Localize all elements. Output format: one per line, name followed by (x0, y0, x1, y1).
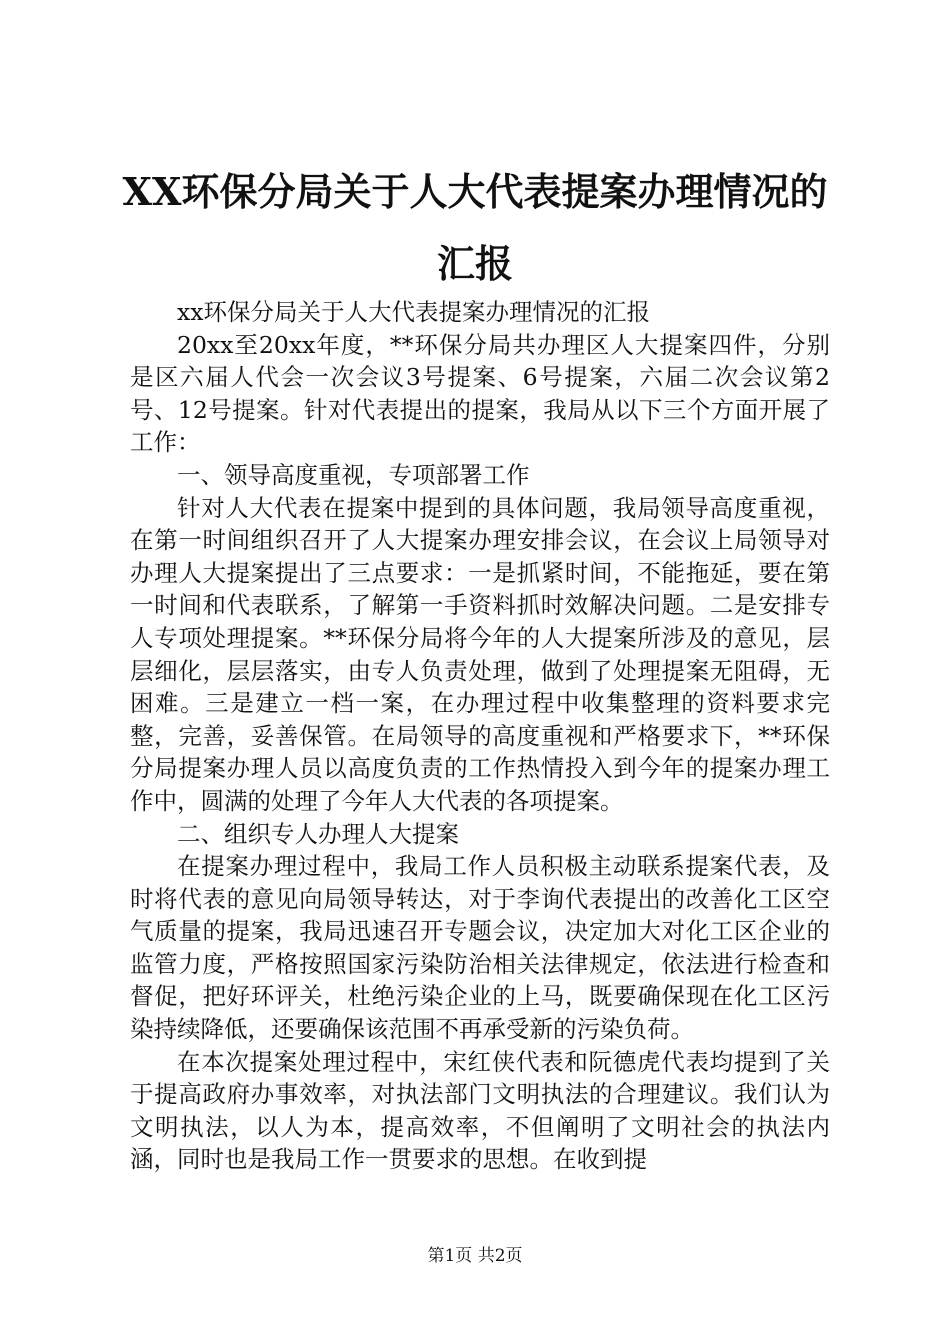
page-indicator: 第1页 共2页 (427, 1246, 523, 1266)
document-title: XX环保分局关于人大代表提案办理情况的汇报 (122, 169, 828, 286)
page-footer (0, 1244, 950, 1268)
paragraph-subtitle: xx环保分局关于人大代表提案办理情况的汇报 (177, 298, 651, 326)
section-heading-1: 一、领导高度重视，专项部署工作 (177, 460, 530, 489)
paragraph-section-1: 针对人大代表在提案中提到的具体问题，我局领导高度重视，在第一时间组织召开了人大提案办理安排会议，在会议上局领导对办理人大提案提出了三点要求：一是抓紧时间，不能拖延，要在第一时间和代表联系，了解第一手资料抓时效解决问题。二是安排专人专项处理提案。**环保分局将今年的人大提案所涉及的意见，层层细化，层层落实，由专人负责处理，做到了处理提案无阻碍，无困难。三是建立一档一案，在办理过程中收集整理的资料要求完整，完善，妥善保管。在局领导的高度重视和严格要求下，**环保分局提案办理人员以高度负责的工作热情投入到今年的提案办理工作中，圆满的处理了今年人大代表的各项提案。 (130, 493, 830, 815)
paragraph-intro: 20xx至20xx年度，**环保分局共办理区人大提案四件，分别是区六届人代会一次会议3号提案、6号提案，六届二次会议第2号、12号提案。针对代表提出的提案，我局从以下三个方面开展了工作： (130, 330, 830, 457)
section-heading-2: 二、组织专人办理人大提案 (177, 819, 459, 848)
paragraph-section-2a: 在提案办理过程中，我局工作人员积极主动联系提案代表，及时将代表的意见向局领导转达，对于李询代表提出的改善化工区空气质量的提案，我局迅速召开专题会议，决定加大对化工区企业的监管力度，严格按照国家污染防治相关法律规定，依法进行检查和督促，把好环评关，杜绝污染企业的上马，既要确保现在化工区污染持续降低，还要确保该范围不再承受新的污染负荷。 (130, 852, 830, 1044)
paragraph-section-2b: 在本次提案处理过程中，宋红侠代表和阮德虎代表均提到了关于提高政府办事效率，对执法部门文明执法的合理建议。我们认为文明执法，以人为本，提高效率，不但阐明了文明社会的执法内涵，同时也是我局工作一贯要求的思想。在收到提 (130, 1047, 830, 1174)
document-body (130, 296, 830, 1176)
